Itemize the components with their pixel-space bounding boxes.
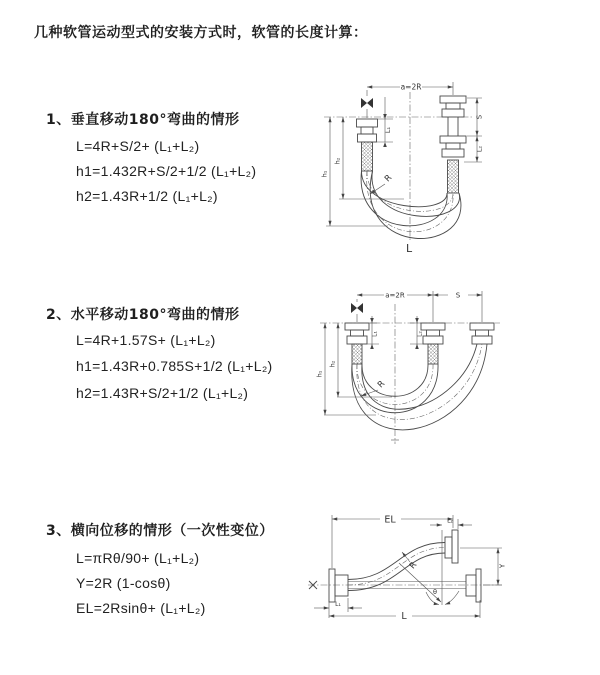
- label-a2r: a=2R: [400, 82, 422, 92]
- label-l1: L₁: [371, 331, 379, 337]
- dimension-h1-h2: [316, 323, 393, 415]
- diagram-lateral-displacement: [300, 506, 592, 646]
- hose-curves: [361, 171, 461, 239]
- valve-icon: [351, 303, 363, 322]
- label-l-total: L: [406, 242, 413, 255]
- section-3-formula-y: Y=2R (1-cosθ): [76, 575, 171, 591]
- label-l2: L₂: [447, 517, 453, 525]
- dimension-s-l2: [464, 98, 484, 162]
- section-3-heading: 3、横向位移的情形（一次性变位）: [46, 523, 274, 539]
- section-3-formula-el: EL=2Rsinθ+ (L₁+L₂): [76, 600, 206, 616]
- flange-left: [345, 323, 369, 364]
- hose-original-position: [348, 569, 481, 602]
- angle-theta: [399, 530, 459, 605]
- label-r: R: [375, 378, 388, 391]
- label-el: EL: [384, 514, 396, 526]
- dimension-l2: [410, 316, 424, 349]
- section-1-heading: 1、垂直移动180°弯曲的情形: [46, 112, 240, 128]
- label-l2: L₂: [475, 145, 484, 153]
- label-l1: L₁: [335, 601, 341, 608]
- section-2-formula-h1: h1=1.43R+0.785S+1/2 (L₁+L₂): [76, 358, 273, 374]
- label-s: S: [475, 114, 484, 120]
- diagram-horizontal-180-bend: [312, 286, 594, 458]
- diagram-vertical-180-bend: [312, 76, 578, 258]
- dimension-l1: [314, 598, 362, 618]
- flange-middle: [421, 323, 445, 364]
- centerline: [308, 581, 502, 589]
- flange-left: [329, 569, 348, 602]
- section-3-formula-l: L=πRθ/90+ (L₁+L₂): [76, 550, 200, 566]
- section-1-formula-h2: h2=1.43R+1/2 (L₁+L₂): [76, 188, 218, 204]
- label-h2: h₂: [328, 360, 337, 368]
- dimension-el: [332, 514, 453, 572]
- label-r: R: [407, 560, 420, 572]
- dimension-y: [460, 548, 507, 585]
- flange-right: [440, 96, 466, 193]
- flange-right: [470, 323, 494, 344]
- valve-icon: [361, 98, 373, 118]
- page-title: 几种软管运动型式的安装方式时，软管的长度计算：: [34, 25, 368, 41]
- dimension-a2r-s: [357, 291, 482, 322]
- radius-callout: [370, 173, 394, 194]
- dimension-l: [329, 600, 480, 622]
- section-1-formula-l: L=4R+S/2+ (L₁+L₂): [76, 138, 200, 154]
- label-h2: h₂: [333, 157, 342, 165]
- label-a2r: a=2R: [385, 291, 405, 300]
- label-h1: h₁: [320, 170, 329, 178]
- label-r: R: [382, 172, 395, 185]
- section-2-formula-h2: h2=1.43R+S/2+1/2 (L₁+L₂): [76, 385, 249, 401]
- label-l2: L₂: [416, 331, 424, 337]
- centerlines: [320, 304, 500, 444]
- hose-curves: [352, 344, 487, 430]
- label-l-total: L: [401, 611, 407, 622]
- section-2-heading: 2、水平移动180°弯曲的情形: [46, 307, 240, 323]
- dimension-l1: [364, 316, 379, 349]
- section-2-formula-l: L=4R+1.57S+ (L₁+L₂): [76, 332, 216, 348]
- flange-left: [357, 119, 378, 171]
- label-l1: L₁: [384, 126, 392, 134]
- label-h1: h₁: [315, 370, 324, 378]
- label-s: S: [455, 291, 461, 300]
- label-y: Y: [498, 563, 507, 569]
- section-1-formula-h1: h1=1.432R+S/2+1/2 (L₁+L₂): [76, 163, 257, 179]
- label-theta: θ: [433, 588, 437, 596]
